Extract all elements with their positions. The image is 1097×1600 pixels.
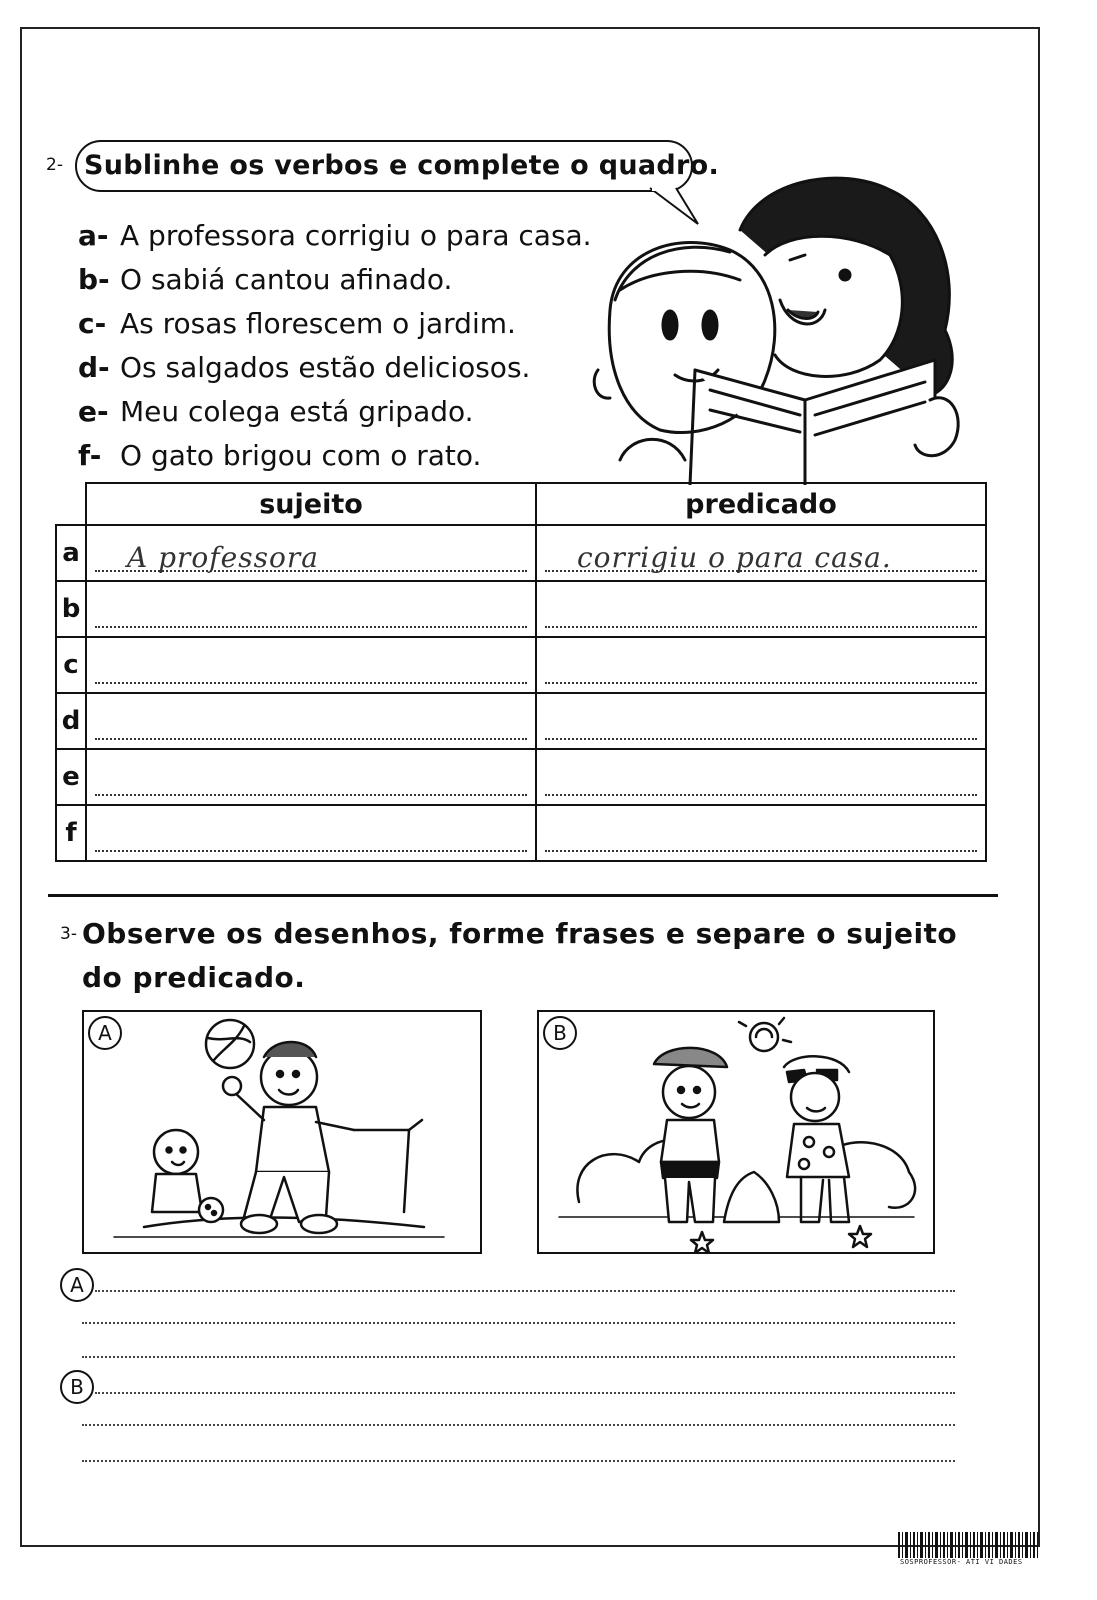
answer-b-line-2[interactable] xyxy=(82,1424,955,1426)
answer-cell-sujeito[interactable] xyxy=(86,581,536,637)
table-row xyxy=(56,581,986,637)
answer-cell-predicado[interactable] xyxy=(536,581,986,637)
table-row xyxy=(56,525,986,581)
answer-cell-sujeito[interactable] xyxy=(86,693,536,749)
children-at-beach-illustration xyxy=(539,1012,933,1252)
sentence-item: c- As rosas florescem o jardim. xyxy=(78,307,516,340)
answer-cell-sujeito[interactable] xyxy=(86,805,536,861)
question-3-instruction: Observe os desenhos, forme frases e separe o sujeito do predicado. xyxy=(82,917,958,994)
answer-cell-predicado[interactable] xyxy=(536,805,986,861)
row-label: d xyxy=(56,693,86,749)
row-label: a xyxy=(56,525,86,581)
teacher-reading-illustration xyxy=(590,160,980,485)
answer-cell-predicado[interactable] xyxy=(536,693,986,749)
table-row xyxy=(56,805,986,861)
table-row xyxy=(56,693,986,749)
question-2-instruction: Sublinhe os verbos e complete o quadro. xyxy=(84,150,720,181)
answer-cell-sujeito[interactable] xyxy=(86,749,536,805)
answer-a-line-1[interactable] xyxy=(95,1290,955,1292)
picture-a-box xyxy=(82,1010,482,1254)
sentence-item: f- O gato brigou com o rato. xyxy=(78,439,482,472)
sentence-item: d- Os salgados estão deliciosos. xyxy=(78,351,531,384)
answer-cell-sujeito[interactable] xyxy=(86,637,536,693)
section-divider xyxy=(48,894,998,897)
answer-a-label: A xyxy=(60,1268,94,1302)
picture-b-label: B xyxy=(543,1016,577,1050)
sentence-item: b- O sabiá cantou afinado. xyxy=(78,263,453,296)
answer-cell-predicado[interactable] xyxy=(536,637,986,693)
column-header-predicado: predicado xyxy=(536,483,986,525)
answer-a-line-3[interactable] xyxy=(82,1356,955,1358)
answer-b-line-1[interactable] xyxy=(95,1392,955,1394)
row-label: f xyxy=(56,805,86,861)
answer-b-label: B xyxy=(60,1370,94,1404)
picture-b-box xyxy=(537,1010,935,1254)
barcode xyxy=(898,1532,1038,1558)
row-label: c xyxy=(56,637,86,693)
handwritten-answer: A professora xyxy=(127,541,319,574)
answer-cell-predicado[interactable] xyxy=(536,749,986,805)
sentence-item: a- A professora corrigiu o para casa. xyxy=(78,219,592,252)
table-row xyxy=(56,637,986,693)
sentence-list xyxy=(78,214,592,478)
answer-b-line-3[interactable] xyxy=(82,1460,955,1462)
answer-cell-sujeito[interactable] xyxy=(86,525,536,581)
handwritten-answer: corrigiu o para casa. xyxy=(577,541,892,574)
answer-a-line-2[interactable] xyxy=(82,1322,955,1324)
row-label: e xyxy=(56,749,86,805)
question-2-number: 2- xyxy=(46,155,63,175)
table-row xyxy=(56,749,986,805)
column-header-sujeito: sujeito xyxy=(86,483,536,525)
picture-a-label: A xyxy=(88,1016,122,1050)
question-3-number: 3- xyxy=(60,924,77,944)
row-label: b xyxy=(56,581,86,637)
barcode-caption: SOSPROFESSOR- ATI VI DADES xyxy=(900,1558,1023,1566)
boys-playing-ball-illustration xyxy=(84,1012,480,1252)
answer-cell-predicado[interactable] xyxy=(536,525,986,581)
sentence-item: e- Meu colega está gripado. xyxy=(78,395,474,428)
subject-predicate-table xyxy=(55,482,987,862)
